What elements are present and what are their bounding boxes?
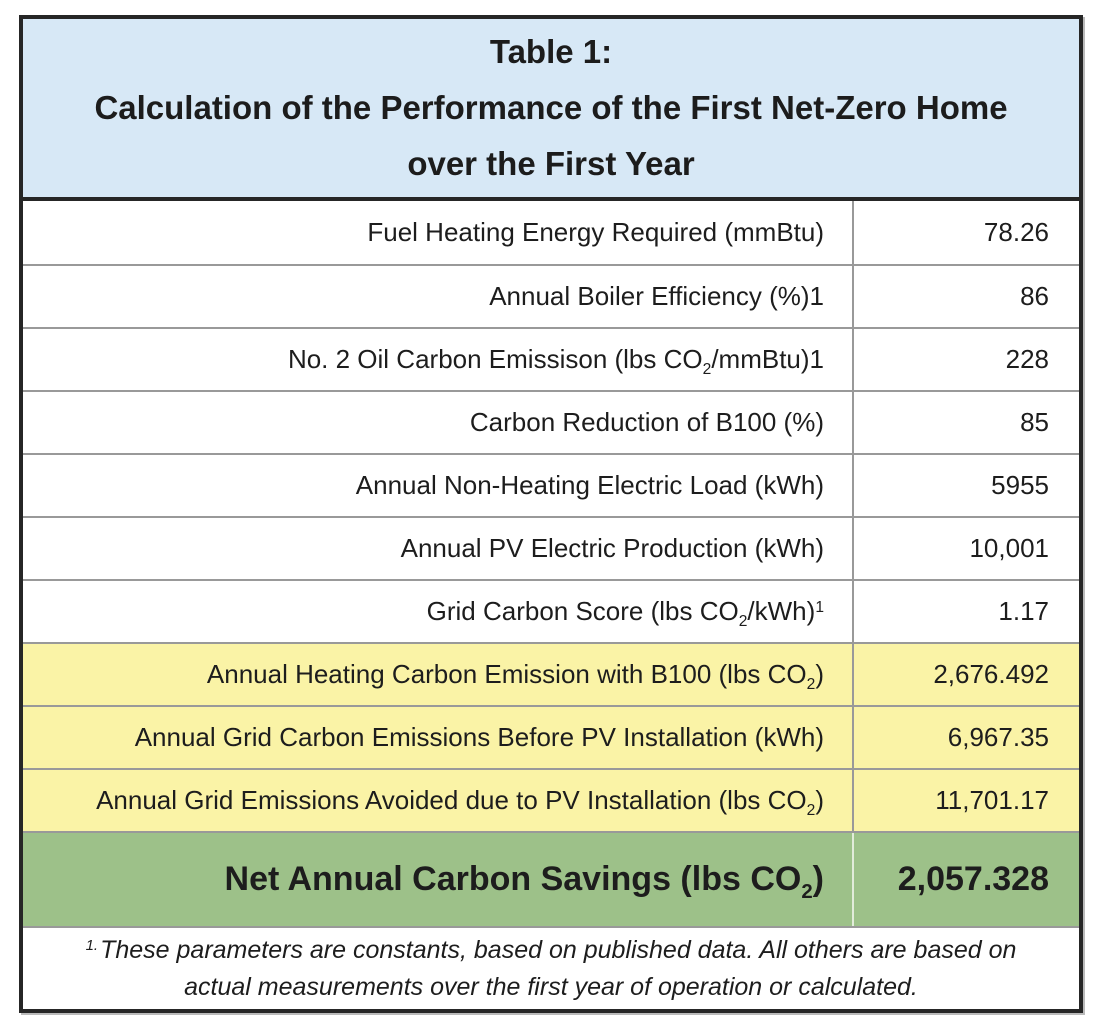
table-title-line1: Table 1: (489, 33, 613, 70)
table-row-grid-carbon-score (23, 579, 1079, 642)
row-value: 2,676.492 (852, 644, 1079, 705)
table-row-grid-emissions-avoided-pv (23, 768, 1079, 831)
row-label: Annual Grid Emissions Avoided due to PV Installation (lbs $CO_2$) (96, 785, 824, 819)
row-value: 78.26 (852, 201, 1079, 264)
row-label: Annual Grid Carbon Emissions Before PV Installation (kWh) (134, 722, 824, 752)
row-label: No. 2 Oil Carbon Emissison (lbs $CO_2/mmBtu)1$ (287, 344, 824, 378)
row-label: Annual Non-Heating Electric Load (kWh) (355, 470, 824, 500)
row-label: Grid Carbon Score (lbs $CO_2/kWh)^1$ (426, 596, 824, 630)
row-label: Fuel Heating Energy Required (mmBtu) (367, 217, 824, 247)
table-row-carbon-reduction-b100 (23, 390, 1079, 453)
table-footnote (23, 926, 1079, 1009)
footnote-marker: 1. (85, 937, 99, 954)
row-value: 10,001 (852, 518, 1079, 579)
row-label: Annual PV Electric Production (kWh) (400, 533, 824, 563)
table-row-non-heating-electric-load (23, 453, 1079, 516)
table-row-fuel-heating-energy (23, 201, 1079, 264)
row-value: 228 (852, 329, 1079, 390)
total-row-label: Net Annual Carbon Savings (lbs $CO_2$) (224, 860, 824, 903)
footnote-line1: $^{1.}$These parameters are constants, based on published data. All others are based on (85, 935, 1017, 964)
table-title (23, 19, 1079, 201)
row-value: 1.17 (852, 581, 1079, 642)
row-value: 11,701.17 (852, 770, 1079, 831)
table-row-boiler-efficiency (23, 264, 1079, 327)
row-label: Annual Heating Carbon Emission with B100 (lbs $CO_2$) (206, 659, 824, 693)
row-value: 86 (852, 266, 1079, 327)
footnote-line2: actual measurements over the first year of operation or calculated. (184, 972, 918, 1001)
performance-table (19, 15, 1083, 1013)
table-row-pv-electric-production (23, 516, 1079, 579)
total-row-value: 2,057.328 (852, 833, 1079, 926)
row-label: Carbon Reduction of B100 (%) (469, 407, 824, 437)
table-title-line3: over the First Year (407, 145, 695, 182)
table-row-heating-carbon-emission-b100 (23, 642, 1079, 705)
table-row-grid-emissions-before-pv (23, 705, 1079, 768)
table-title-line2: Calculation of the Performance of the First Net-Zero Home (94, 89, 1008, 126)
row-value: 5955 (852, 455, 1079, 516)
table-row-oil-carbon-emission (23, 327, 1079, 390)
table-row-net-annual-carbon-savings (23, 831, 1079, 926)
row-value: 6,967.35 (852, 707, 1079, 768)
row-value: 85 (852, 392, 1079, 453)
row-label: Annual Boiler Efficiency (%)1 (489, 281, 824, 311)
